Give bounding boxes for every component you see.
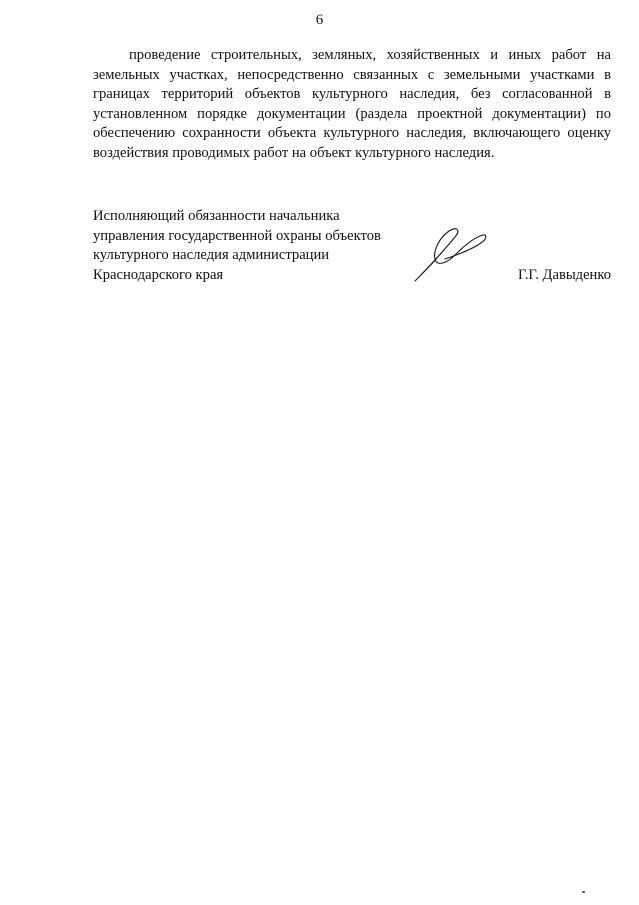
body-paragraph: проведение строительных, земляных, хозяйственных и иных работ на земельных участках, непосредственно связанных с земельными участками в границах территорий объектов культурного наследия, без согласованной в установленном порядке документации (раздела проектной документации) по обеспечению сохранности объекта культурного наследия, включающего оценку воздействия проводимых работ на объект культурного наследия. [93,47,611,161]
signer-position-line: Исполняющий обязанности начальника [93,208,340,224]
signer-name: Г.Г. Давыденко [517,266,611,283]
signer-position-line: управления государственной охраны объектов [93,227,381,244]
signature-block [93,207,613,287]
signer-position-line: культурного наследия администрации [93,247,330,264]
signer-position-line: Краснодарского края [93,266,224,283]
page-number: 6 [315,12,324,28]
scan-speck [582,891,585,893]
signer-position [93,207,381,285]
handwritten-signature-icon [411,223,489,283]
